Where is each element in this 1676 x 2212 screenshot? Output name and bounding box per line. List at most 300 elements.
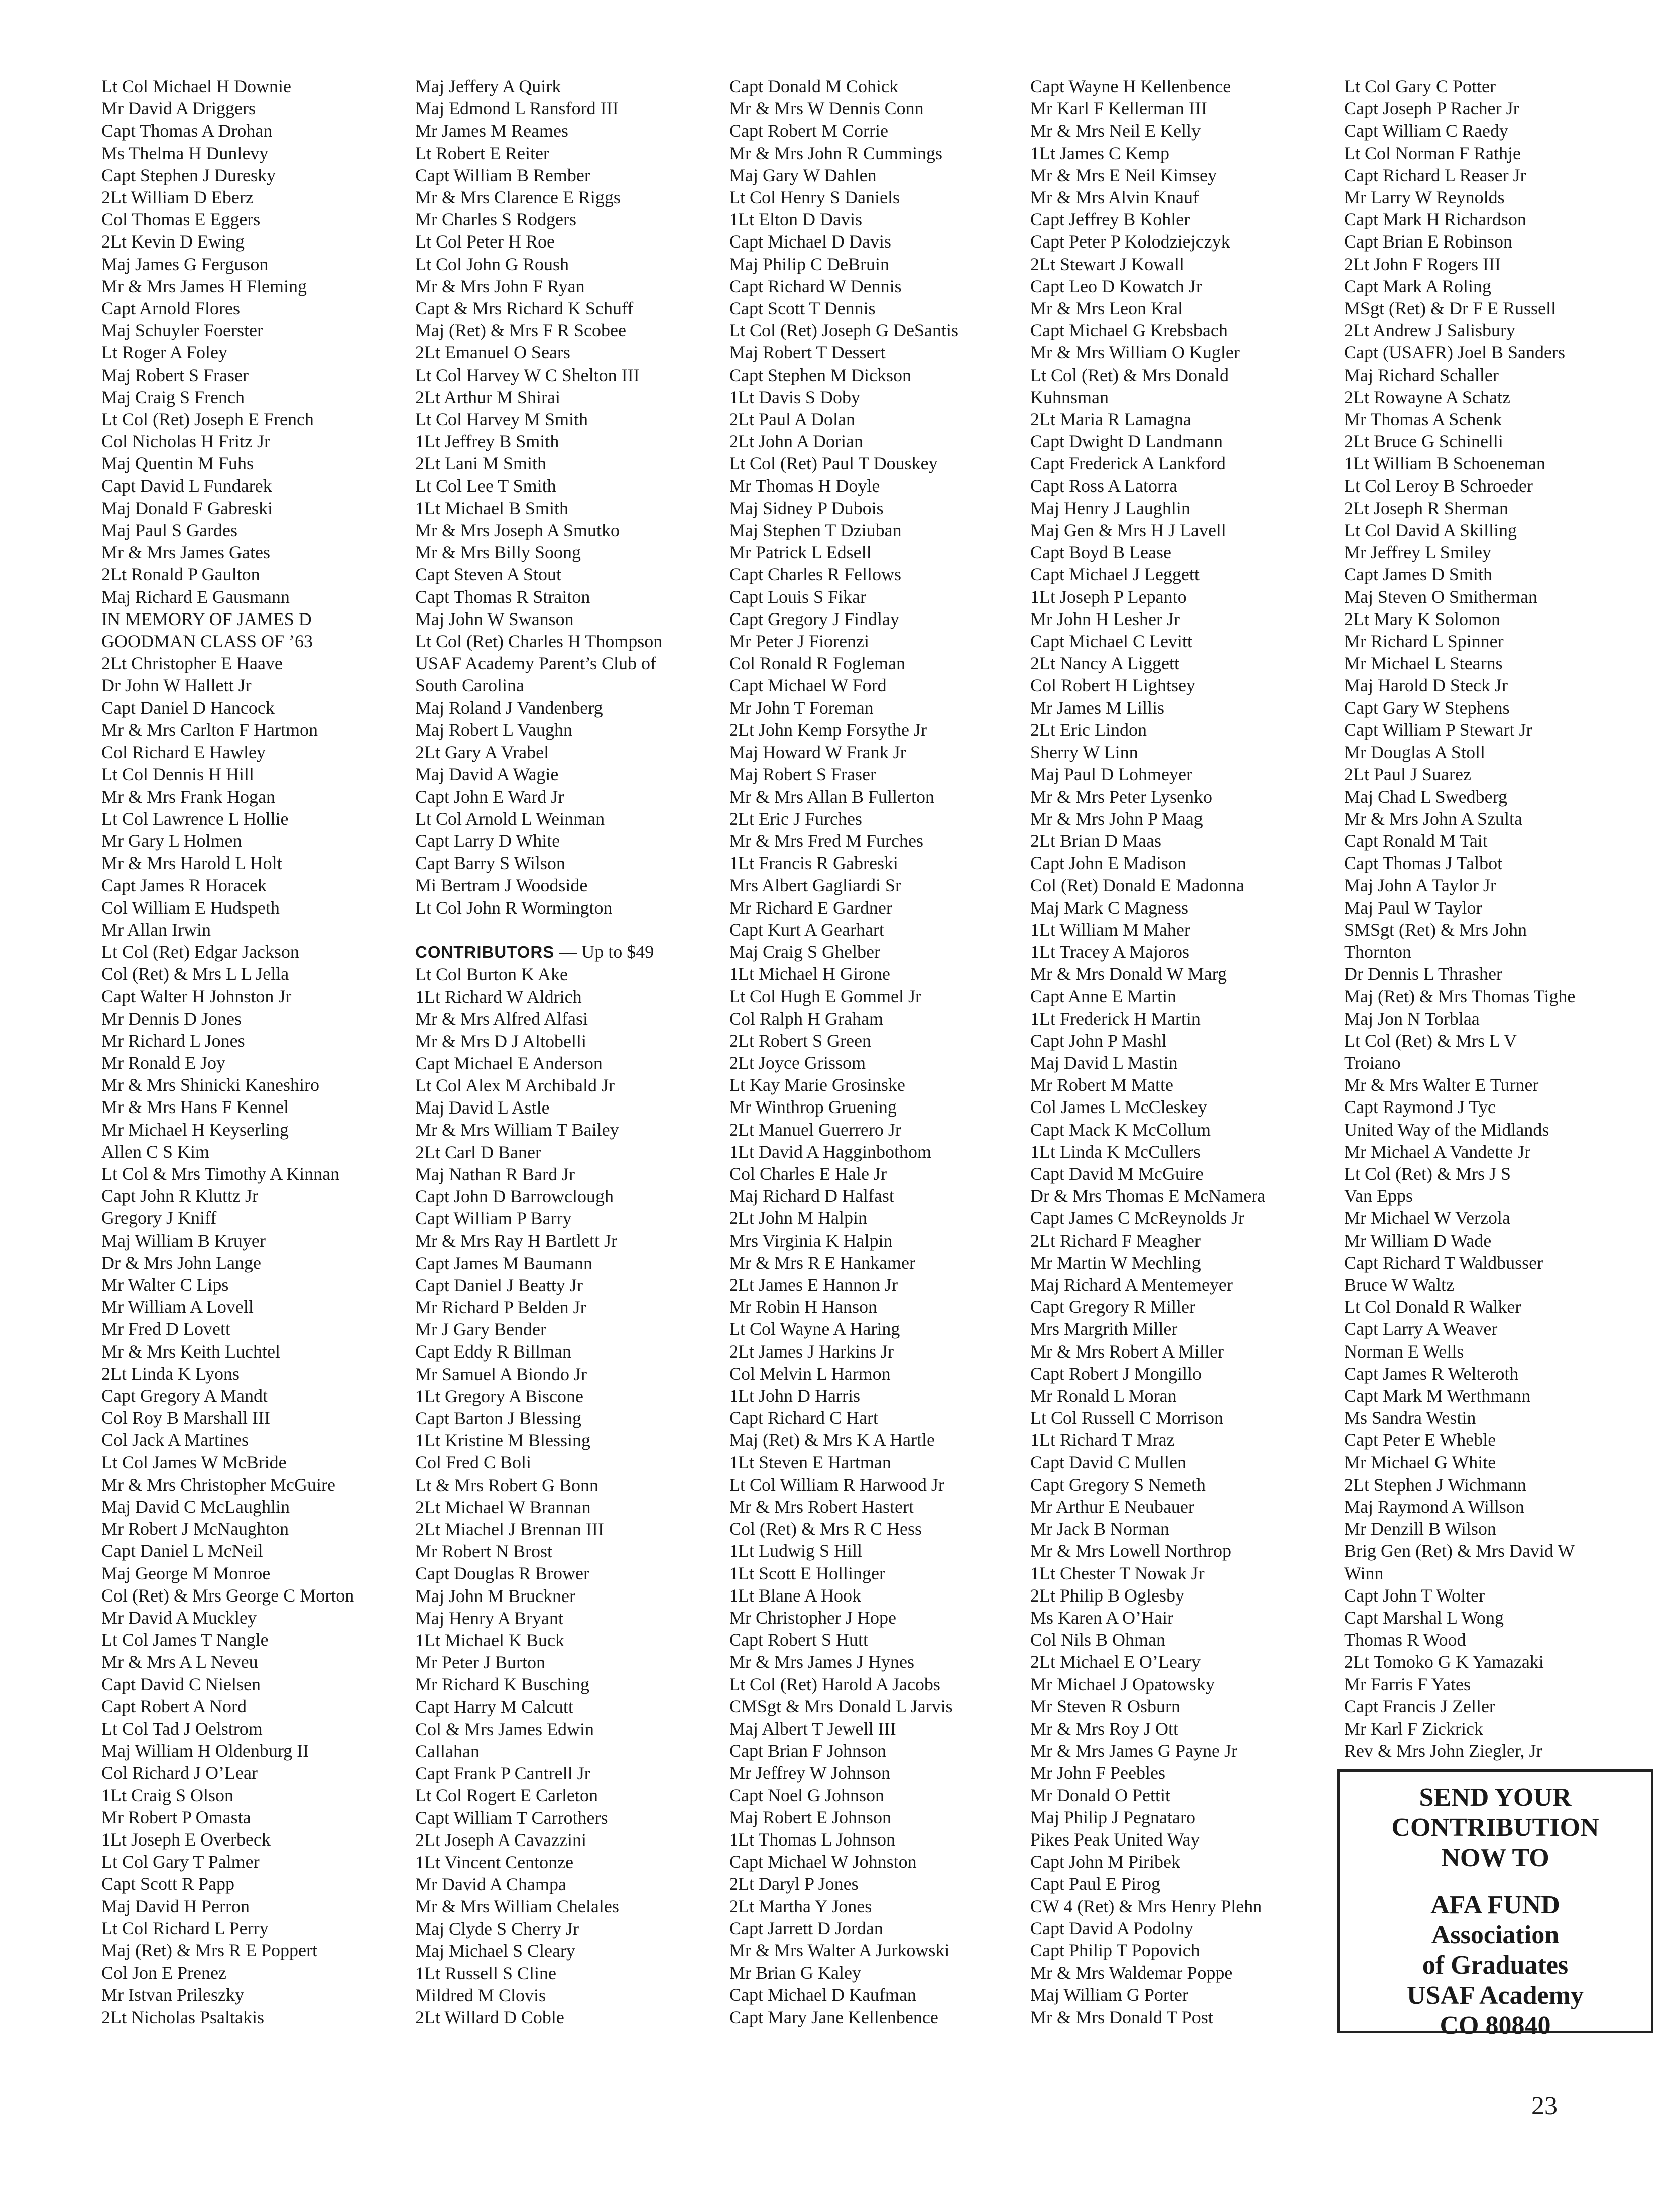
donor-entry: Maj (Ret) & Mrs Thomas Tighe — [1344, 986, 1576, 1007]
donor-entry: Mr & Mrs Joseph A Smutko — [415, 520, 620, 541]
donor-entry: Mr Donald O Pettit — [1030, 1785, 1170, 1805]
donor-entry: Capt Thomas A Drohan — [101, 120, 273, 141]
donor-entry: Mr & Mrs W Dennis Conn — [729, 98, 924, 119]
donor-entry: 2Lt Emanuel O Sears — [415, 342, 570, 363]
donor-entry: Maj Clyde S Cherry Jr — [415, 1918, 579, 1939]
donor-entry: Lt Col Norman F Rathje — [1344, 143, 1521, 163]
donor-entry: Mr & Mrs Christopher McGuire — [101, 1474, 335, 1495]
donor-entry: CW 4 (Ret) & Mrs Henry Plehn — [1030, 1896, 1262, 1916]
donor-entry: Dr John W Hallett Jr — [101, 675, 252, 696]
donor-entry: Mr Douglas A Stoll — [1344, 742, 1486, 763]
donor-entry: Mr & Mrs Keith Luchtel — [101, 1341, 280, 1362]
donor-entry: Mr & Mrs James J Hynes — [729, 1652, 914, 1672]
donor-entry: Capt Gregory R Miller — [1030, 1297, 1195, 1317]
donor-entry: Thomas R Wood — [1344, 1630, 1466, 1650]
donor-entry: Mr John H Lesher Jr — [1030, 608, 1180, 629]
donor-entry: Lt Col (Ret) & Mrs L V — [1344, 1030, 1517, 1051]
donor-entry: Lt Col Rogert E Carleton — [415, 1785, 598, 1806]
donor-entry: Col Ronald R Fogleman — [729, 653, 905, 674]
donor-entry: Mr Richard P Belden Jr — [415, 1297, 586, 1317]
donor-entry: Maj David L Astle — [415, 1097, 550, 1118]
donor-entry: 2Lt Martha Y Jones — [729, 1896, 872, 1916]
donor-entry: Mr Karl F Zickrick — [1344, 1718, 1483, 1739]
donor-entry: Mr David A Champa — [415, 1874, 566, 1895]
donor-entry: Capt Thomas J Talbot — [1344, 853, 1503, 874]
donor-entry: Mr Richard L Spinner — [1344, 631, 1504, 652]
send-box-line: CO 80840 — [1440, 2011, 1551, 2040]
donor-entry: Capt Noel G Johnson — [729, 1785, 884, 1805]
donor-entry: Col (Ret) & Mrs George C Morton — [101, 1585, 354, 1606]
donor-entry: Ms Karen A O’Hair — [1030, 1608, 1173, 1628]
donor-entry: Maj Robert L Vaughn — [415, 719, 572, 740]
donor-entry: Maj Robert S Fraser — [729, 764, 876, 785]
donor-entry: 2Lt Maria R Lamagna — [1030, 409, 1191, 430]
donor-entry: Capt Gary W Stephens — [1344, 697, 1510, 718]
donor-entry: Lt Col William R Harwood Jr — [729, 1474, 944, 1495]
donor-entry: Capt Donald M Cohick — [729, 76, 898, 96]
donor-entry: Mr Peter J Burton — [415, 1652, 545, 1673]
donor-entry: Maj Nathan R Bard Jr — [415, 1164, 575, 1184]
donor-entry: Capt Richard L Reaser Jr — [1344, 165, 1526, 185]
donor-entry: Maj Howard W Frank Jr — [729, 742, 906, 763]
donor-entry: Capt (USAFR) Joel B Sanders — [1344, 342, 1565, 363]
donor-entry: Mr Larry W Reynolds — [1344, 187, 1505, 208]
donor-entry: Capt Richard T Waldbusser — [1344, 1252, 1543, 1273]
donor-entry: Mr & Mrs Clarence E Riggs — [415, 187, 621, 208]
donor-entry: 1Lt Richard T Mraz — [1030, 1430, 1175, 1450]
donor-entry: Mr & Mrs Billy Soong — [415, 542, 581, 563]
donor-entry: Col Robert H Lightsey — [1030, 675, 1195, 696]
donor-entry: Maj John W Swanson — [415, 608, 574, 629]
donor-entry: Maj Philip J Pegnataro — [1030, 1807, 1195, 1827]
donor-entry: Mr & Mrs Frank Hogan — [101, 786, 275, 807]
donor-entry: 1Lt David A Hagginbothom — [729, 1141, 931, 1162]
donor-entry: Mr & Mrs William O Kugler — [1030, 342, 1240, 363]
donor-entry: Col Melvin L Harmon — [729, 1363, 891, 1384]
donor-entry: Mr & Mrs A L Neveu — [101, 1652, 258, 1672]
donor-entry: Lt Kay Marie Grosinske — [729, 1075, 905, 1095]
donor-entry: Lt Col (Ret) & Mrs J S — [1344, 1163, 1511, 1184]
donor-entry: Capt David L Fundarek — [101, 475, 272, 496]
donor-entry: Maj Paul W Taylor — [1344, 897, 1482, 918]
donor-entry: Maj (Ret) & Mrs K A Hartle — [729, 1430, 935, 1450]
send-box-line: SEND YOUR — [1419, 1783, 1572, 1812]
donor-entry: Mr Michael J Opatowsky — [1030, 1674, 1215, 1694]
donor-entry: Maj Richard D Halfast — [729, 1186, 894, 1206]
donor-entry: Capt Philip T Popovich — [1030, 1940, 1200, 1961]
donor-entry: Capt James R Welteroth — [1344, 1363, 1519, 1384]
donor-entry: Maj David H Perron — [101, 1896, 250, 1916]
donor-entry: Capt Michael W Johnston — [729, 1852, 917, 1872]
donor-entry: Lt & Mrs Robert G Bonn — [415, 1474, 598, 1495]
donor-entry: Maj Donald F Gabreski — [101, 498, 273, 518]
donor-entry: Lt Col Arnold L Weinman — [415, 808, 605, 829]
donor-entry: Mr Ronald L Moran — [1030, 1385, 1177, 1406]
donor-entry: Capt Boyd B Lease — [1030, 542, 1171, 563]
donor-entry: South Carolina — [415, 675, 524, 696]
donor-entry: Mr & Mrs Robert Hastert — [729, 1497, 914, 1517]
donor-entry: Maj Edmond L Ransford III — [415, 98, 619, 119]
donor-entry: Mr Jack B Norman — [1030, 1519, 1169, 1539]
donor-entry: Lt Col Richard L Perry — [101, 1918, 269, 1938]
donor-entry: Capt Wayne H Kellenbence — [1030, 76, 1231, 96]
donor-entry: Lt Col John G Roush — [415, 254, 569, 274]
donor-entry: Gregory J Kniff — [101, 1208, 217, 1228]
donor-entry: 2Lt Stewart J Kowall — [1030, 254, 1184, 274]
donor-entry: Maj Gen & Mrs H J Lavell — [1030, 520, 1226, 541]
donor-entry: 2Lt Daryl P Jones — [729, 1874, 859, 1894]
donor-entry: Maj George M Monroe — [101, 1563, 271, 1583]
donor-entry: 2Lt Nancy A Liggett — [1030, 653, 1179, 674]
donor-entry: Capt Larry A Weaver — [1344, 1319, 1498, 1339]
donor-entry: Capt David C Mullen — [1030, 1452, 1186, 1472]
donor-entry: 1Lt Chester T Nowak Jr — [1030, 1563, 1205, 1583]
donor-entry: Mr & Mrs Donald T Post — [1030, 2007, 1213, 2027]
donor-entry: Mr & Mrs Harold L Holt — [101, 853, 282, 874]
donor-entry: Lt Col Lee T Smith — [415, 475, 556, 496]
donor-entry: Col Richard E Hawley — [101, 742, 266, 763]
donor-entry: 2Lt John F Rogers III — [1344, 254, 1501, 274]
donor-entry: Capt Barry S Wilson — [415, 853, 565, 874]
contributors-heading — [415, 941, 722, 963]
send-box-line: AFA FUND — [1430, 1891, 1560, 1919]
donor-entry: 2Lt Eric J Furches — [729, 808, 862, 829]
donor-entry: Mr Peter J Fiorenzi — [729, 631, 869, 652]
donor-entry: Capt Michael J Leggett — [1030, 564, 1200, 585]
donor-entry: Mr Denzill B Wilson — [1344, 1519, 1496, 1539]
donor-entry: Troiano — [1344, 1052, 1401, 1073]
donor-entry: Mr Samuel A Biondo Jr — [415, 1364, 587, 1384]
donor-entry: Lt Col & Mrs Timothy A Kinnan — [101, 1163, 340, 1184]
donor-entry: Capt Joseph P Racher Jr — [1344, 98, 1519, 119]
donor-entry: Capt Mark A Roling — [1344, 276, 1492, 296]
donor-entry: Mr Thomas A Schenk — [1344, 409, 1502, 430]
donor-entry: Mr Gary L Holmen — [101, 830, 242, 851]
donor-entry: IN MEMORY OF JAMES D — [101, 608, 312, 629]
donor-entry: Maj Robert T Dessert — [729, 342, 886, 363]
donor-entry: Mr William D Wade — [1344, 1230, 1492, 1251]
donor-entry: Maj Stephen T Dziuban — [729, 520, 902, 541]
donor-entry: 2Lt Ronald P Gaulton — [101, 564, 260, 585]
donor-entry: Maj Paul S Gardes — [101, 520, 237, 541]
donor-entry: SMSgt (Ret) & Mrs John — [1344, 919, 1527, 940]
donor-entry: Capt Mark M Werthmann — [1344, 1385, 1531, 1406]
donor-entry: 2Lt John A Dorian — [729, 431, 863, 452]
donor-entry: Mr & Mrs William T Bailey — [415, 1120, 619, 1140]
donor-entry: Capt David A Podolny — [1030, 1918, 1194, 1938]
donor-entry: Capt Scott R Papp — [101, 1874, 235, 1894]
donor-entry: Capt John D Barrowclough — [415, 1186, 614, 1206]
donor-entry: Capt David M McGuire — [1030, 1163, 1204, 1184]
donor-entry: 2Lt Arthur M Shirai — [415, 387, 560, 407]
donor-entry: Mr & Mrs Robert A Miller — [1030, 1341, 1224, 1362]
donor-entry: 2Lt Michael W Brannan — [415, 1497, 591, 1517]
donor-entry: Mr & Mrs James Gates — [101, 542, 270, 563]
donor-entry: Capt Michael C Levitt — [1030, 631, 1192, 652]
donor-entry: Lt Col Henry S Daniels — [729, 187, 900, 208]
donor-entry: 1Lt Michael B Smith — [415, 498, 568, 518]
donor-entry: Capt John M Piribek — [1030, 1852, 1181, 1872]
donor-entry: Mrs Albert Gagliardi Sr — [729, 875, 901, 896]
donor-entry: Mr Patrick L Edsell — [729, 542, 872, 563]
donor-entry: 2Lt Joseph R Sherman — [1344, 498, 1508, 518]
donor-entry: Lt Col Hugh E Gommel Jr — [729, 986, 921, 1007]
donor-entry: 2Lt Rowayne A Schatz — [1344, 387, 1510, 407]
donor-entry: Mr Michael G White — [1344, 1452, 1496, 1472]
donor-entry: Col Thomas E Eggers — [101, 209, 261, 230]
donor-entry: 2Lt Joseph A Cavazzini — [415, 1829, 586, 1850]
donor-entry: Mi Bertram J Woodside — [415, 875, 588, 896]
donor-entry: Mr Istvan Prileszky — [101, 1985, 244, 2005]
donor-entry: 2Lt Lani M Smith — [415, 453, 546, 474]
donor-entry: Mr & Mrs Ray H Bartlett Jr — [415, 1231, 617, 1251]
donor-entry: Lt Col Harvey M Smith — [415, 409, 588, 430]
donor-entry: Maj Richard A Mentemeyer — [1030, 1274, 1233, 1295]
donor-entry: Maj Jeffery A Quirk — [415, 76, 561, 96]
donor-entry: Lt Col Dennis H Hill — [101, 764, 254, 785]
donor-entry: Capt Douglas R Brower — [415, 1563, 589, 1584]
donor-entry: Capt Daniel J Beatty Jr — [415, 1275, 583, 1295]
donor-entry: Lt Col Tad J Oelstrom — [101, 1718, 263, 1739]
donor-entry: 2Lt Willard D Coble — [415, 2007, 564, 2028]
donor-entry: CMSgt & Mrs Donald L Jarvis — [729, 1696, 953, 1716]
donor-entry: 1Lt Craig S Olson — [101, 1785, 234, 1805]
donor-entry: Mr & Mrs Hans F Kennel — [101, 1097, 289, 1118]
donor-entry: United Way of the Midlands — [1344, 1119, 1549, 1140]
donor-entry: Capt John T Wolter — [1344, 1585, 1485, 1606]
donor-entry: Maj Henry J Laughlin — [1030, 498, 1190, 518]
donor-entry: Capt Richard C Hart — [729, 1408, 878, 1428]
donor-entry: Capt Peter P Kolodziejczyk — [1030, 231, 1230, 252]
send-box-line: NOW TO — [1441, 1844, 1549, 1872]
donor-entry: 1Lt Frederick H Martin — [1030, 1008, 1201, 1029]
donor-entry: Mr & Mrs Roy J Ott — [1030, 1718, 1179, 1739]
donor-entry: Capt Michael E Anderson — [415, 1053, 603, 1073]
donor-entry: Mr & Mrs Waldemar Poppe — [1030, 1962, 1233, 1983]
donor-entry: 1Lt Steven E Hartman — [729, 1452, 891, 1472]
donor-entry: Sherry W Linn — [1030, 742, 1138, 763]
donor-entry: 1Lt Elton D Davis — [729, 209, 862, 230]
donor-entry: Col (Ret) & Mrs L L Jella — [101, 964, 289, 985]
donor-entry: 1Lt Davis S Doby — [729, 387, 860, 407]
donor-entry: Lt Col (Ret) Charles H Thompson — [415, 631, 663, 652]
donor-entry: 1Lt John D Harris — [729, 1385, 860, 1406]
donor-entry: 2Lt John Kemp Forsythe Jr — [729, 719, 927, 740]
donor-entry: Mildred M Clovis — [415, 1985, 546, 2006]
donor-entry: Mr & Mrs Peter Lysenko — [1030, 786, 1212, 807]
donor-entry: Mr & Mrs R E Hankamer — [729, 1252, 915, 1273]
donor-entry: Lt Robert E Reiter — [415, 143, 549, 163]
donor-entry: Lt Col James T Nangle — [101, 1630, 269, 1650]
name-column-2 — [415, 75, 722, 2029]
donor-entry: Col Roy B Marshall III — [101, 1408, 270, 1428]
donor-entry: Capt Steven A Stout — [415, 564, 562, 585]
donor-entry: Maj Steven O Smitherman — [1344, 586, 1537, 607]
donor-entry: Capt Mary Jane Kellenbence — [729, 2007, 938, 2027]
donor-entry: Lt Col (Ret) Joseph G DeSantis — [729, 320, 959, 341]
donor-entry: Mr & Mrs Carlton F Hartmon — [101, 719, 318, 740]
donor-entry: Maj David A Wagie — [415, 764, 559, 785]
donor-entry: Capt Daniel L McNeil — [101, 1541, 263, 1561]
donor-entry: 1Lt Francis R Gabreski — [729, 853, 898, 874]
donor-entry: Mr Michael A Vandette Jr — [1344, 1141, 1531, 1162]
donor-entry: Col Jon E Prenez — [101, 1962, 226, 1983]
donor-entry: Capt Brian E Robinson — [1344, 231, 1512, 252]
donor-entry: Capt William P Barry — [415, 1208, 572, 1229]
donor-entry: 1Lt Richard W Aldrich — [415, 987, 582, 1007]
donor-entry: 1Lt Joseph P Lepanto — [1030, 586, 1187, 607]
donor-entry: Capt Dwight D Landmann — [1030, 431, 1223, 452]
donor-entry: Mr & Mrs Leon Kral — [1030, 298, 1183, 319]
donor-entry: Capt Ross A Latorra — [1030, 475, 1177, 496]
donor-entry: Mr & Mrs Lowell Northrop — [1030, 1541, 1231, 1561]
donor-entry: 1Lt Linda K McCullers — [1030, 1141, 1201, 1162]
donor-entry: 1Lt Gregory A Biscone — [415, 1386, 583, 1406]
donor-entry: Mr & Mrs Shinicki Kaneshiro — [101, 1075, 319, 1095]
donor-entry: Capt Daniel D Hancock — [101, 697, 275, 718]
donor-entry: 2Lt Andrew J Salisbury — [1344, 320, 1515, 341]
donor-entry: 1Lt Thomas L Johnson — [729, 1829, 895, 1850]
donor-entry: Mr Richard E Gardner — [729, 897, 892, 918]
donor-entry: Capt Jarrett D Jordan — [729, 1918, 883, 1938]
donor-entry: Capt James C McReynolds Jr — [1030, 1208, 1244, 1228]
donor-entry: Maj William B Kruyer — [101, 1230, 266, 1251]
donor-entry: Maj John A Taylor Jr — [1344, 875, 1496, 896]
donor-entry: Mr Charles S Rodgers — [415, 209, 576, 230]
donor-entry: Capt Stephen M Dickson — [729, 364, 911, 385]
donor-entry: Maj William G Porter — [1030, 1985, 1188, 2005]
send-box-line: CONTRIBUTION — [1391, 1813, 1599, 1842]
donor-entry: Maj Michael S Cleary — [415, 1940, 575, 1961]
donor-entry: Thornton — [1344, 941, 1411, 962]
donor-entry: 1Lt Ludwig S Hill — [729, 1541, 863, 1561]
donor-entry: 1Lt Vincent Centonze — [415, 1852, 574, 1873]
donor-entry: Capt William B Rember — [415, 165, 590, 185]
donor-entry: 1Lt Blane A Hook — [729, 1585, 861, 1606]
donor-entry: Mr & Mrs Walter A Jurkowski — [729, 1940, 950, 1961]
contributors-heading-label: CONTRIBUTORS — [415, 942, 555, 961]
donor-entry: Mr Ronald E Joy — [101, 1052, 225, 1073]
donor-entry: Lt Col Burton K Ake — [415, 964, 568, 985]
donor-entry: Maj Jon N Torblaa — [1344, 1008, 1480, 1029]
donor-entry: 2Lt Manuel Guerrero Jr — [729, 1119, 901, 1140]
donor-entry: Capt Kurt A Gearhart — [729, 919, 884, 940]
donor-entry: Mr & Mrs Neil E Kelly — [1030, 120, 1201, 141]
donor-entry: Maj Albert T Jewell III — [729, 1718, 896, 1739]
donor-entry: Maj William H Oldenburg II — [101, 1741, 309, 1761]
donor-entry: Mr Dennis D Jones — [101, 1008, 242, 1029]
donor-entry: 2Lt Eric Lindon — [1030, 719, 1147, 740]
donor-entry: 2Lt Philip B Oglesby — [1030, 1585, 1185, 1606]
donor-entry: 2Lt Gary A Vrabel — [415, 742, 549, 763]
send-box-line: of Graduates — [1422, 1951, 1569, 1980]
donor-entry: 2Lt Paul A Dolan — [729, 409, 855, 430]
donor-entry: 2Lt James J Harkins Jr — [729, 1341, 894, 1362]
donor-entry: Col James L McCleskey — [1030, 1097, 1207, 1118]
donor-entry: Mr Robert J McNaughton — [101, 1519, 289, 1539]
name-column-1 — [101, 75, 403, 2028]
donor-entry: Lt Col (Ret) Edgar Jackson — [101, 941, 299, 962]
donor-entry: 1Lt Michael K Buck — [415, 1630, 564, 1651]
donor-entry: 1Lt James C Kemp — [1030, 143, 1169, 163]
donor-entry: Callahan — [415, 1741, 480, 1762]
name-column-4 — [1030, 75, 1332, 2028]
donor-entry: Maj David L Mastin — [1030, 1052, 1178, 1073]
donor-entry: Capt Frederick A Lankford — [1030, 453, 1226, 474]
donor-entry: Capt Mack K McCollum — [1030, 1119, 1211, 1140]
donor-entry: 1Lt William M Maher — [1030, 919, 1190, 940]
donor-entry: Mr & Mrs Walter E Turner — [1344, 1075, 1539, 1095]
donor-entry: 2Lt James E Hannon Jr — [729, 1274, 898, 1295]
donor-entry: Maj Gary W Dahlen — [729, 165, 877, 185]
donor-entry: Capt Michael D Davis — [729, 231, 891, 252]
donor-entry: Mr & Mrs William Chelales — [415, 1896, 619, 1917]
donor-entry: Mr Richard L Jones — [101, 1030, 245, 1051]
donor-entry: Lt Col (Ret) & Mrs Donald — [1030, 364, 1229, 385]
donor-entry: Lt Col David A Skilling — [1344, 520, 1517, 541]
donor-entry: Capt Eddy R Billman — [415, 1341, 571, 1362]
donor-entry: Maj Craig S Ghelber — [729, 941, 880, 962]
donor-entry: Mr Martin W Mechling — [1030, 1252, 1201, 1273]
donor-entry: Dr Dennis L Thrasher — [1344, 964, 1502, 985]
donor-entry: Lt Col Russell C Morrison — [1030, 1408, 1224, 1428]
donor-entry: Ms Sandra Westin — [1344, 1408, 1476, 1428]
donor-entry: Capt Michael D Kaufman — [729, 1985, 916, 2005]
donor-entry: Lt Col James W McBride — [101, 1452, 287, 1472]
donor-entry: Mr Jeffrey W Johnson — [729, 1763, 890, 1783]
donor-entry: Ms Thelma H Dunlevy — [101, 143, 269, 163]
donor-entry: Mrs Virginia K Halpin — [729, 1230, 893, 1251]
donor-entry: Capt Richard W Dennis — [729, 276, 902, 296]
donor-entry: Capt Francis J Zeller — [1344, 1696, 1495, 1716]
donor-entry: Capt Gregory S Nemeth — [1030, 1474, 1206, 1495]
donor-entry: Capt Raymond J Tyc — [1344, 1097, 1496, 1118]
donor-entry: 1Lt Joseph E Overbeck — [101, 1829, 271, 1850]
donor-entry: Maj Quentin M Fuhs — [101, 453, 254, 474]
donor-entry: Maj Roland J Vandenberg — [415, 697, 603, 718]
donor-entry: Lt Col (Ret) Paul T Douskey — [729, 453, 938, 474]
donor-entry: Col Jack A Martines — [101, 1430, 249, 1450]
donor-entry: 1Lt Kristine M Blessing — [415, 1430, 590, 1451]
donor-entry: Norman E Wells — [1344, 1341, 1464, 1362]
donor-entry: 2Lt Mary K Solomon — [1344, 608, 1500, 629]
donor-entry: Mr Michael H Keyserling — [101, 1119, 289, 1140]
donor-entry: Bruce W Waltz — [1344, 1274, 1455, 1295]
donor-entry: Capt John E Ward Jr — [415, 786, 564, 807]
donor-entry: Maj John M Bruckner — [415, 1585, 575, 1606]
donor-entry: 2Lt Bruce G Schinelli — [1344, 431, 1503, 452]
donor-entry: Col Fred C Boli — [415, 1452, 532, 1473]
donor-entry: Col & Mrs James Edwin — [415, 1718, 594, 1739]
donor-entry: Capt Mark H Richardson — [1344, 209, 1526, 230]
donor-entry: 2Lt Linda K Lyons — [101, 1363, 240, 1384]
donor-entry: Mr John T Foreman — [729, 697, 874, 718]
donor-entry: 2Lt Tomoko G K Yamazaki — [1344, 1652, 1544, 1672]
donor-entry: 2Lt Brian D Maas — [1030, 830, 1161, 851]
donor-entry: Mr Karl F Kellerman III — [1030, 98, 1207, 119]
donor-entry: 2Lt Nicholas Psaltakis — [101, 2007, 264, 2027]
donor-entry: Mr Michael L Stearns — [1344, 653, 1503, 674]
donor-entry: 2Lt Paul J Suarez — [1344, 764, 1471, 785]
donor-entry: Maj Henry A Bryant — [415, 1608, 563, 1628]
donor-entry: 1Lt Jeffrey B Smith — [415, 431, 559, 452]
donor-entry: Mr James M Reames — [415, 120, 568, 141]
donor-entry: 2Lt Miachel J Brennan III — [415, 1519, 604, 1539]
donor-entry: Capt Charles R Fellows — [729, 564, 901, 585]
donor-entry: Maj Robert S Fraser — [101, 364, 249, 385]
donor-entry: Mr & Mrs John A Szulta — [1344, 808, 1523, 829]
donor-entry: Capt Robert A Nord — [101, 1696, 247, 1716]
